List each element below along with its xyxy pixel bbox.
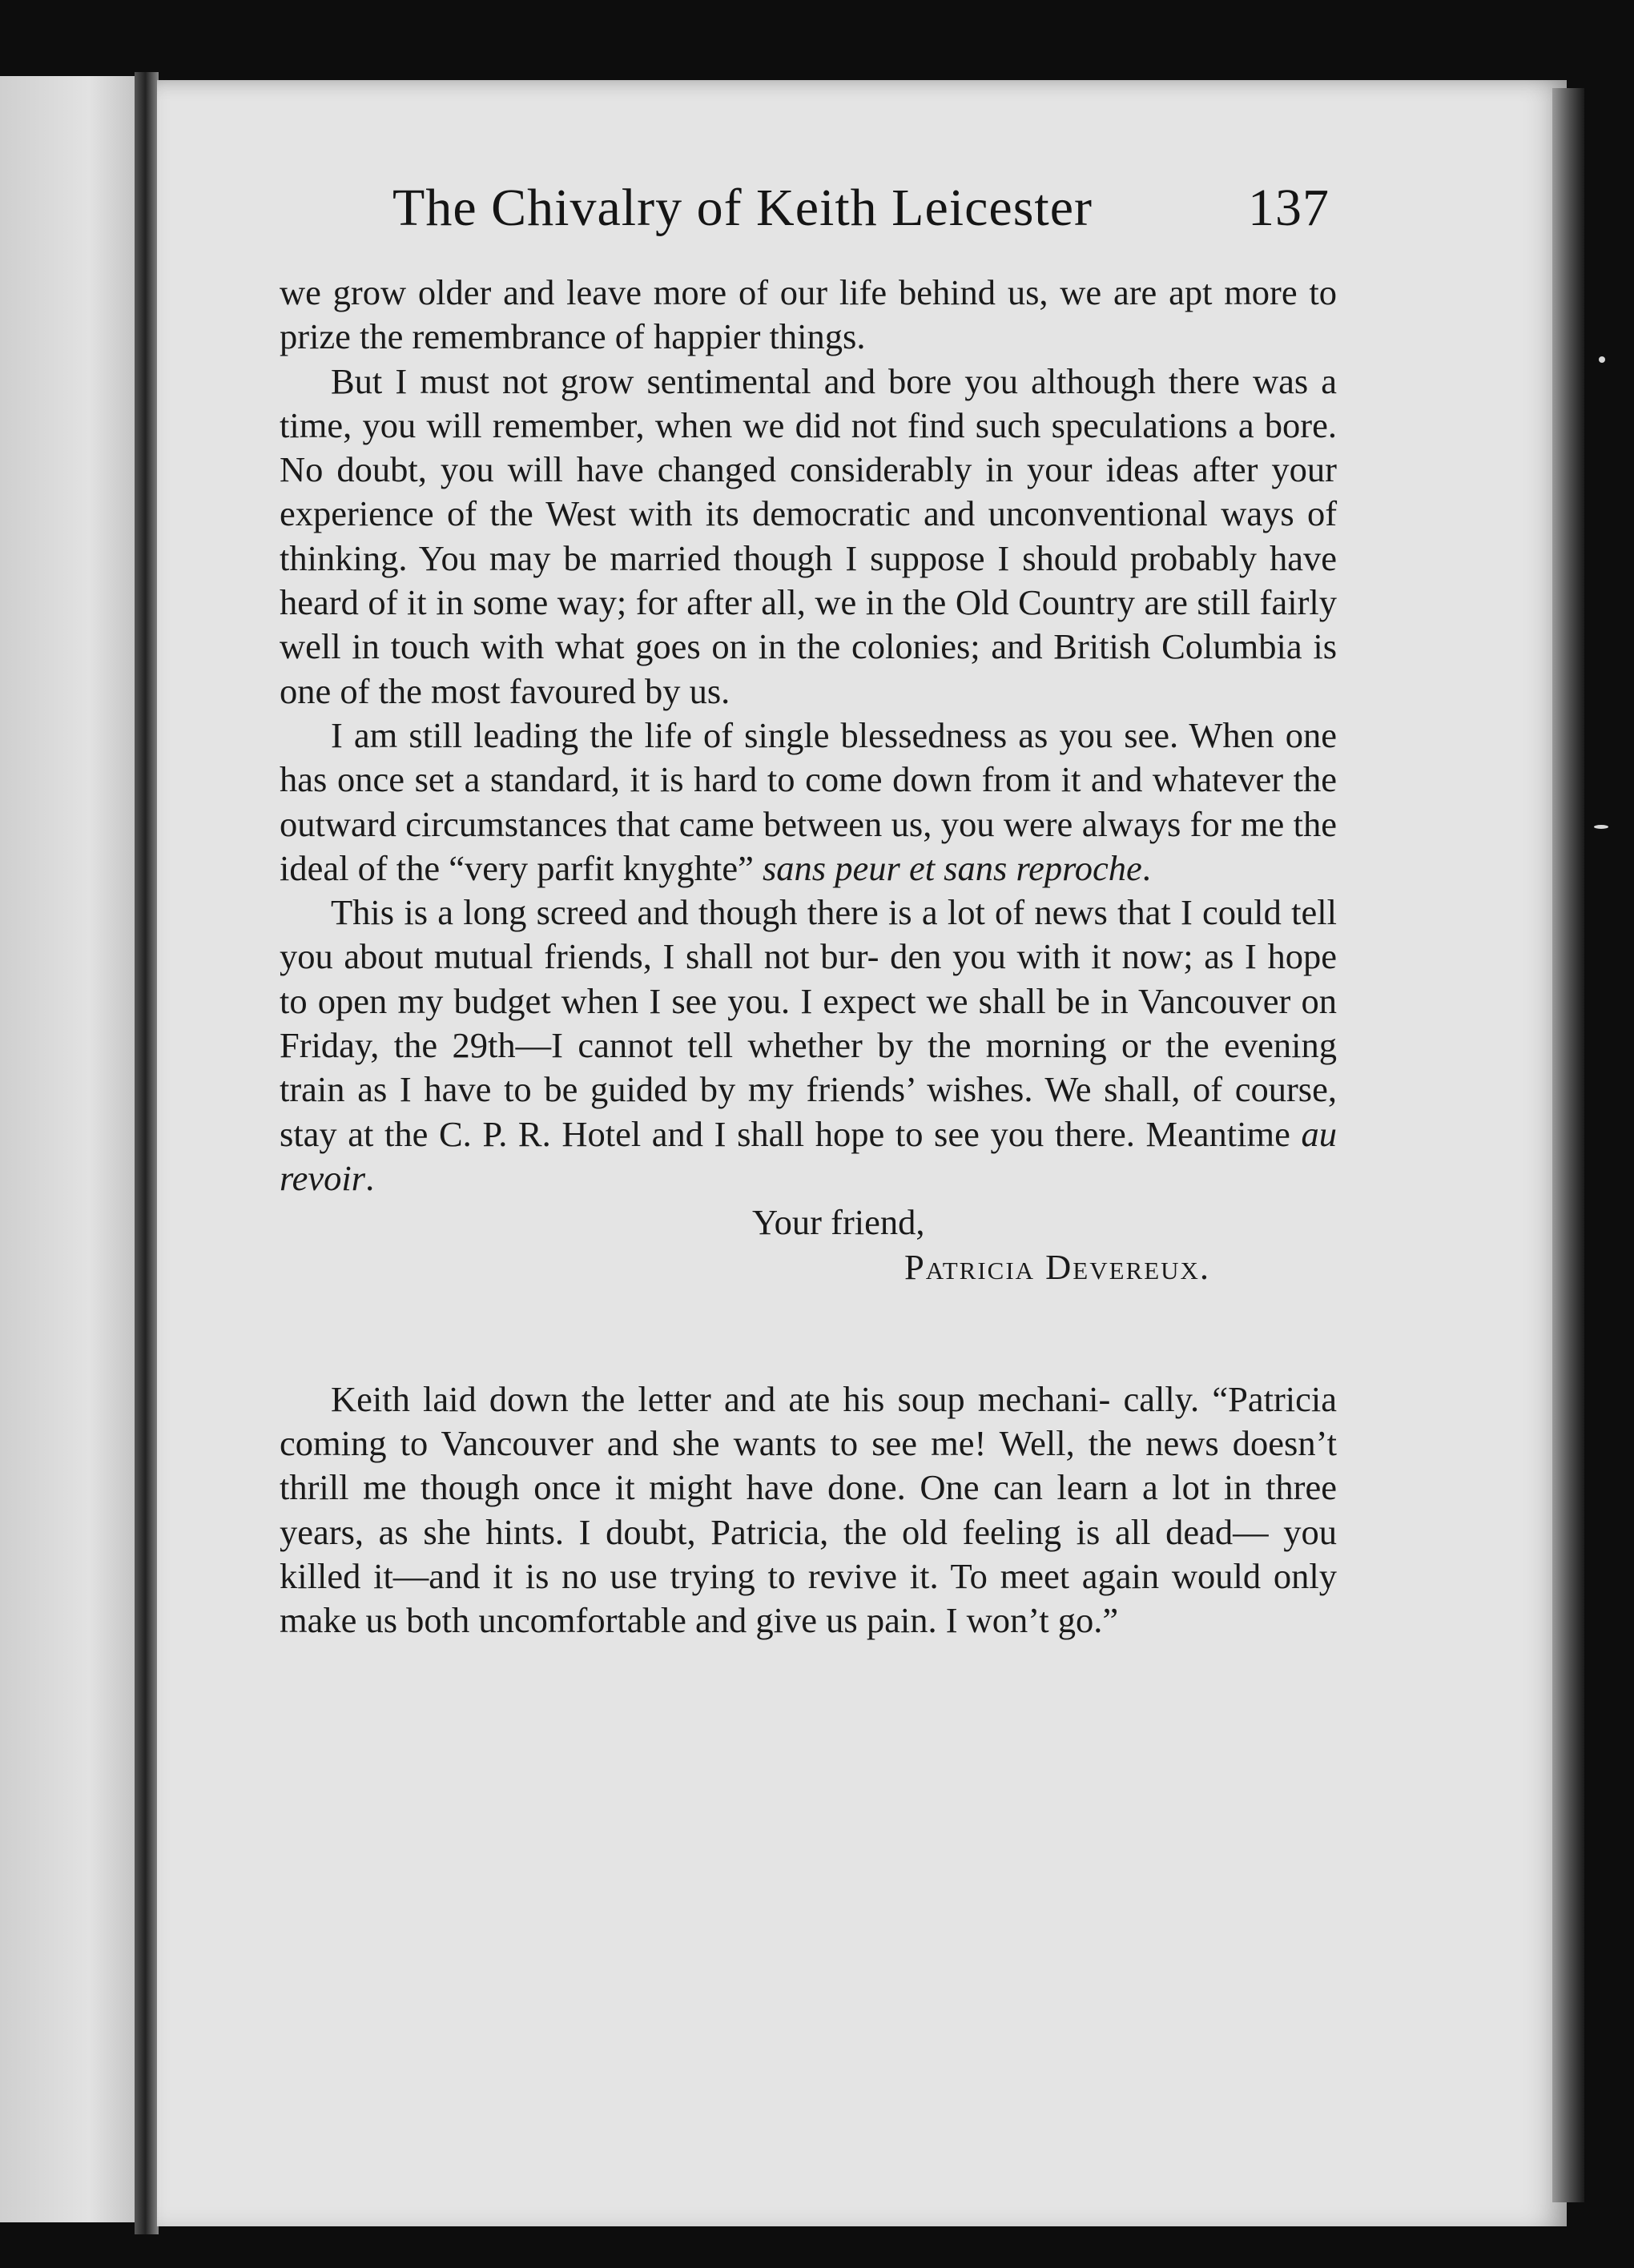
text-line: she hints. I doubt, Patricia, the old feeling is all dead—	[423, 1511, 1269, 1552]
text-line: you killed it—and it is no use trying to revive it. To meet	[280, 1511, 1338, 1597]
punctuation: .	[1141, 847, 1151, 888]
running-title: The Chivalry of Keith Leicester	[392, 179, 1093, 237]
text-line: all, we in the Old Country are still fairly well in touch	[280, 582, 1338, 667]
text-line: cally. “Patricia coming to Vancouver and she wants to see	[280, 1378, 1337, 1464]
text-line: should probably have heard of it in some way; for after	[280, 537, 1338, 623]
text-line: me! Well, the news doesn’t thrill me though once it	[280, 1423, 1337, 1508]
text-line: This is a long screed and though there is a lot of news	[331, 892, 1108, 933]
punctuation: .	[365, 1157, 375, 1198]
page-number: 137	[1248, 179, 1330, 237]
letter-body	[280, 271, 1337, 1200]
text-line: changed considerably in your ideas after your experience	[280, 449, 1337, 534]
text-line: is one of the most favoured by us.	[280, 626, 1338, 711]
running-header	[392, 178, 1330, 239]
text-line: I see you. I expect we shall be in Vancouver on Friday,	[280, 980, 1337, 1066]
text-line: that came between us, you were always for me the ideal	[280, 803, 1338, 888]
scan-speck	[1594, 825, 1608, 829]
text-line: den you with it now; as I hope to open my budget when	[280, 936, 1338, 1021]
italic-phrase: au revoir	[280, 1113, 1338, 1198]
text-line: I am still leading the life of single blessedness as you	[331, 714, 1113, 755]
book-spine	[135, 72, 159, 2234]
text-line: that I could tell you about mutual friends, I shall not bur-	[280, 892, 1337, 977]
text-line: we grow older and leave more of our life behind us, we are	[280, 272, 1157, 312]
letter-signature: Patricia Devereux.	[904, 1246, 1211, 1287]
text-line: see. When one has once set a standard, it is hard to come	[280, 714, 1338, 800]
letter-paragraph	[280, 360, 1337, 714]
text-line: Keith laid down the letter and ate his soup mechani-	[331, 1378, 1111, 1419]
left-page-edge	[0, 76, 148, 2222]
text-line: pain. I won’t go.”	[866, 1600, 1119, 1641]
text-line: of the West with its democratic and unconventional ways	[447, 493, 1294, 534]
text-line: down from it and whatever the outward circumstances	[280, 759, 1337, 844]
text-line: find such speculations a bore. No doubt, you will have	[280, 404, 1337, 490]
italic-phrase: sans peur et sans reproche	[762, 847, 1142, 888]
text-line: again would only make us both uncomfortable and give us	[280, 1556, 1337, 1641]
text-line: might have done. One can learn a lot in three years, as	[280, 1467, 1338, 1552]
letter-closing: Your friend,	[752, 1202, 925, 1243]
text-line: there was a time, you will remember, when we did not	[280, 360, 1337, 445]
letter-paragraph	[280, 271, 1337, 360]
page-body	[280, 271, 1337, 1643]
text-line: We shall, of course, stay at the C. P. R. Hotel and I shall	[280, 1069, 1337, 1154]
text-line: apt more to prize the remembrance of happier things.	[280, 272, 1338, 357]
section-gap	[280, 1289, 1337, 1377]
text-line: of the “very parfit knyghte”	[357, 847, 763, 888]
text-line: of thinking. You may be married though I suppose I	[280, 493, 1338, 578]
scan-speck	[1599, 356, 1605, 363]
page-edge-shadow	[1552, 88, 1584, 2202]
letter-paragraph	[280, 714, 1337, 891]
text-line: evening train as I have to be guided by my friends’ wishes.	[280, 1025, 1338, 1110]
text-line: the 29th—I cannot tell whether by the morning or the	[393, 1025, 1209, 1066]
narrative-paragraph	[280, 1377, 1337, 1643]
letter-paragraph	[280, 891, 1337, 1200]
text-line: But I must not grow sentimental and bore you although	[331, 360, 1156, 401]
text-line: hope to see you there. Meantime	[815, 1113, 1302, 1154]
text-line: with what goes on in the colonies; and British Columbia	[481, 626, 1302, 667]
